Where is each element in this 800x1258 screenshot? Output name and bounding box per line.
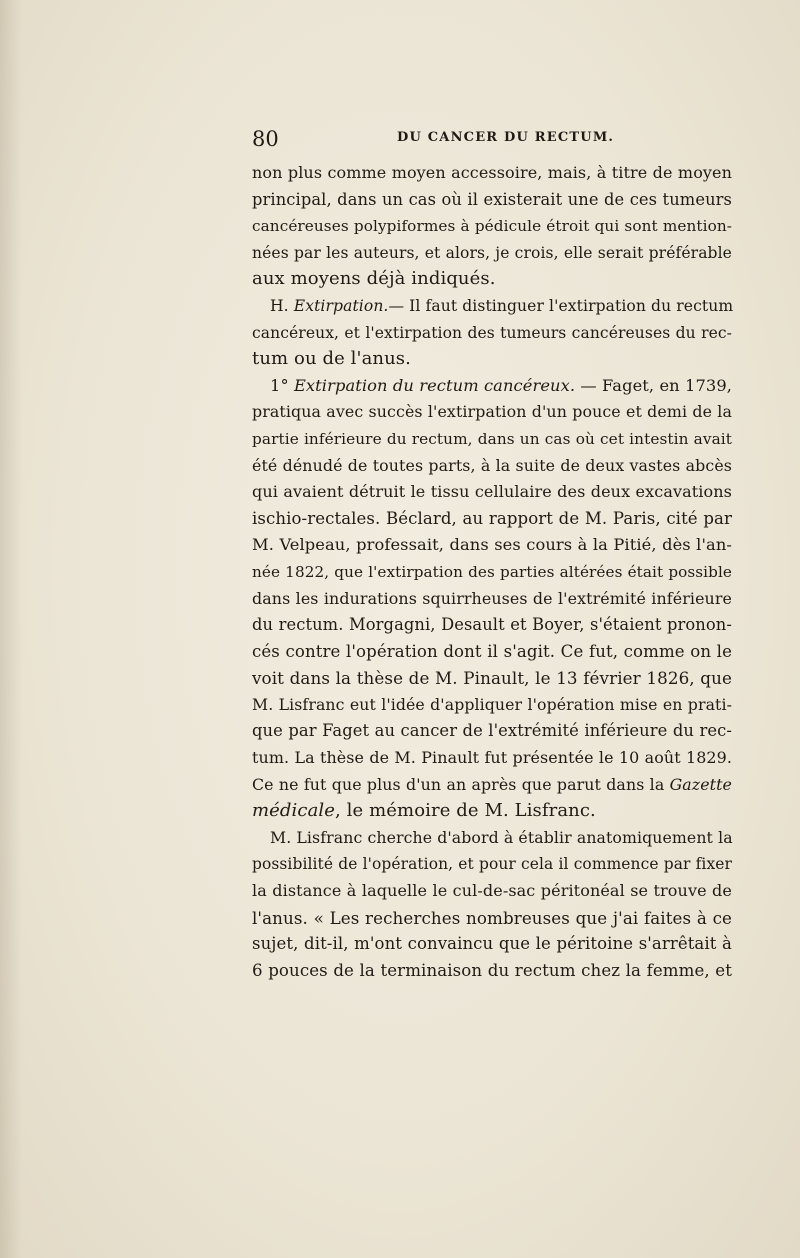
text-line: née 1822, que l'extirpation des parties altérées était possible: [252, 562, 732, 581]
line-prefix: 1°: [270, 375, 294, 395]
text-line: dans les indurations squirrheuses de l'extrémité inférieure: [252, 588, 732, 608]
line-suffix: — Il faut distinguer l'extirpation du rectum: [388, 296, 734, 315]
text-line: [252, 798, 732, 825]
text-block: [252, 126, 732, 984]
line-suffix: — Faget, en 1739,: [575, 375, 733, 395]
text-line: tum ou de l'anus.: [252, 348, 411, 370]
italic-title: Gazette: [669, 774, 732, 794]
text-line: qui avaient détruit le tissu cellulaire des deux excavations: [252, 482, 732, 502]
text-line: M. Velpeau, professait, dans ses cours à la Pitié, dès l'an-: [252, 535, 732, 555]
text-line: M. Lisfranc cherche d'abord à établir anatomiquement la: [270, 827, 733, 847]
text-line: pratiqua avec succès l'extirpation d'un pouce et demi de la: [252, 402, 732, 422]
text-line: du rectum. Morgagni, Desault et Boyer, s'étaient pronon-: [252, 615, 732, 635]
text-line: M. Lisfranc eut l'idée d'appliquer l'opération mise en prati-: [252, 694, 732, 714]
text-line: la distance à laquelle le cul-de-sac péritonéal se trouve de: [252, 881, 732, 901]
italic-heading: Extirpation du rectum cancéreux.: [293, 375, 576, 395]
text-line: partie inférieure du rectum, dans un cas où cet intestin avait: [252, 429, 732, 448]
text-line: nées par les auteurs, et alors, je crois, elle serait préférable: [252, 243, 732, 262]
italic-title: médicale: [252, 800, 336, 822]
line-prefix: H.: [270, 296, 294, 315]
text-line-section-h: [252, 293, 732, 320]
page-number: 80: [252, 127, 279, 151]
text-line: 6 pouces de la terminaison du rectum chez la femme, et: [252, 960, 732, 980]
text-line: [252, 772, 732, 799]
text-line: été dénudé de toutes parts, à la suite de deux vastes abcès: [252, 455, 732, 475]
body-text: [252, 160, 732, 984]
text-line: l'anus. « Les recherches nombreuses que j'ai faites à ce: [252, 907, 732, 928]
text-line: voit dans la thèse de M. Pinault, le 13 février 1826, que: [252, 668, 732, 689]
text-line: principal, dans un cas où il existerait une de ces tumeurs: [252, 189, 732, 209]
text-line: tum. La thèse de M. Pinault fut présentée le 10 août 1829.: [252, 748, 732, 768]
text-line: sujet, dit-il, m'ont convaincu que le péritoine s'arrêtait à: [252, 934, 732, 954]
line-prefix: Ce ne fut que plus d'un an après que parut dans la: [252, 774, 670, 794]
spine-shadow: [0, 0, 22, 1258]
text-line: que par Faget au cancer de l'extrémité inférieure du rec-: [252, 721, 732, 741]
text-line: cés contre l'opération dont il s'agit. Ce fut, comme on le: [252, 641, 732, 661]
italic-heading: Extirpation.: [293, 296, 389, 315]
text-line-subsection: [252, 373, 732, 400]
text-line: aux moyens déjà indiqués.: [252, 268, 496, 290]
text-line: cancéreux, et l'extirpation des tumeurs cancéreuses du rec-: [252, 323, 732, 342]
text-line: possibilité de l'opération, et pour cela il commence par fixer: [252, 855, 732, 874]
text-line: non plus comme moyen accessoire, mais, à titre de moyen: [252, 163, 732, 182]
text-line: ischio-rectales. Béclard, au rapport de M. Paris, cité par: [252, 508, 732, 528]
running-title: DU CANCER DU RECTUM.: [397, 130, 615, 145]
text-line: cancéreuses polypiformes à pédicule étroit qui sont mention-: [252, 217, 732, 236]
running-head: [252, 126, 732, 152]
line-suffix: , le mémoire de M. Lisfranc.: [335, 800, 596, 822]
